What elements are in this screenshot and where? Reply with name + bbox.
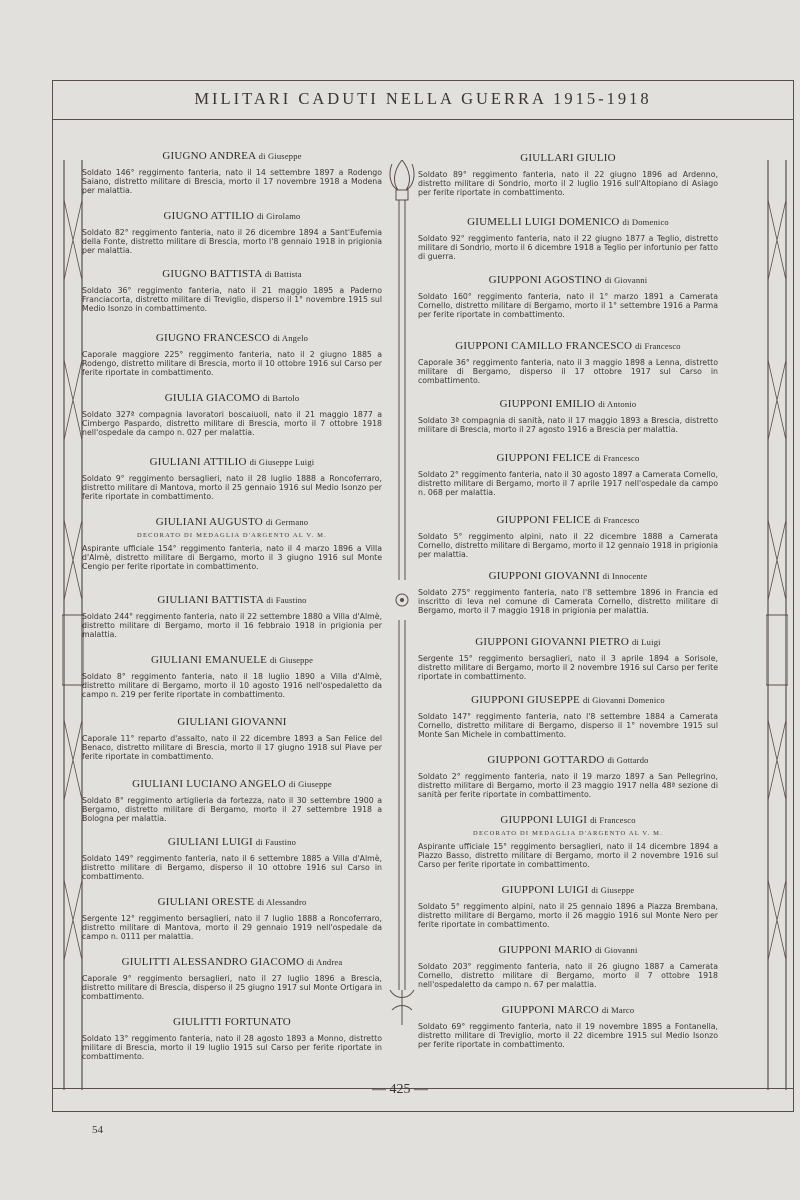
medal-note: DECORATO DI MEDAGLIA D'ARGENTO AL V. M. [473,830,663,837]
entry [82,268,382,313]
entry [82,836,382,881]
entry-text: Soldato 149° reggimento fanteria, nato il 6 settembre 1885 a Villa d'Almè, distretto militare di Bergamo, disperso il 10 ottobre 1916 sul Carso in combattimento. [82,854,382,881]
entry-name: GIUPPONI GOTTARDO di Gottardo [487,754,649,766]
entry-text: Caporale 9° reggimento bersaglieri, nato il 27 luglio 1896 a Brescia, distretto militare di Brescia, disperso il 25 giugno 1917 sul Monte Ortigara in combattimento. [82,974,382,1001]
entry-text: Aspirante ufficiale 154° reggimento fanteria, nato il 4 marzo 1896 a Villa d'Almè, distretto militare di Bergamo, morto il 3 giugno 1916 sul Monte Cengio per ferite riportate in combattimento. [82,544,382,571]
left-ornament-bar [62,160,84,1090]
entry [418,814,718,869]
entry-text: Soldato 69° reggimento fanteria, nato il 19 novembre 1895 a Fontanella, distretto militare di Treviglio, morto il 22 dicembre 1915 sul Medio Isonzo per ferite riportate in combattimento. [418,1022,718,1049]
entry-name: GIULIANI EMANUELE di Giuseppe [150,654,314,666]
entry-name: GIULIANI AUGUSTO di Germano [155,516,309,528]
entry-name: GIULIANI ATTILIO di Giuseppe Luigi [149,456,315,468]
entry-name: GIUPPONI CAMILLO FRANCESCO di Francesco [455,340,681,352]
entry [82,332,382,377]
entry-text: Soldato 8° reggimento artiglieria da fortezza, nato il 30 settembre 1900 a Bergamo, distretto militare di Bergamo, morto il 27 settembre 1918 a Bologna per malattia. [82,796,382,823]
entry [418,754,718,799]
entry-text: Soldato 3ª compagnia di sanità, nato il 17 maggio 1893 a Brescia, distretto militare di Brescia, morto il 27 agosto 1916 a Brescia per malattia. [418,416,718,434]
entry-text: Caporale 36° reggimento fanteria, nato il 3 maggio 1898 a Lenna, distretto militare di Bergamo, disperso il 17 ottobre 1917 sul Carso in combattimento. [418,358,718,385]
entry [82,456,382,501]
entry-text: Soldato 36° reggimento fanteria, nato il 21 maggio 1895 a Paderno Franciacorta, distretto militare di Treviglio, disperso il 1° novembre 1915 sul Medio Isonzo in combattimento. [82,286,382,313]
entry [418,636,718,681]
entry [418,570,718,615]
entry-name: GIULIANI LUCIANO ANGELO di Giuseppe [132,778,332,790]
entry-name: GIULITTI FORTUNATO [173,1016,291,1028]
entry [82,716,382,761]
sheet-number: 54 [92,1124,103,1136]
right-ornament-bar [766,160,788,1090]
entry [418,152,718,197]
title-bar [53,81,793,120]
entry-name: GIUGNO ANDREA di Giuseppe [162,150,302,162]
entry-name: GIUPPONI AGOSTINO di Giovanni [488,274,648,286]
entry [82,392,382,437]
entry-name: GIULIA GIACOMO di Bartolo [164,392,300,404]
entry-name: GIUPPONI FELICE di Francesco [496,452,640,464]
entry [418,274,718,319]
entry-text: Soldato 9° reggimento bersaglieri, nato il 28 luglio 1888 a Roncoferraro, distretto militare di Mantova, morto il 25 gennaio 1916 sul Medio Isonzo per ferite riportate in combattimento. [82,474,382,501]
entry-text: Soldato 160° reggimento fanteria, nato il 1° marzo 1891 a Camerata Cornello, distretto militare di Bergamo, morto il 1° settembre 1916 a Parma per ferite riportate in combattimento. [418,292,718,319]
entry-name: GIUPPONI EMILIO di Antonio [499,398,637,410]
entry [418,514,718,559]
entry [82,516,382,571]
page-title: MILITARI CADUTI NELLA GUERRA 1915-1918 [194,89,652,108]
page-number: — 425 — [372,1082,428,1097]
entry-text: Caporale 11° reparto d'assalto, nato il 22 dicembre 1893 a San Felice del Benaco, distretto militare di Brescia, morto il 17 giugno 1918 sul Piave per ferite riportate in combattimento. [82,734,382,761]
entry-name: GIUMELLI LUIGI DOMENICO di Domenico [467,216,669,228]
entry-text: Soldato 2° reggimento fanteria, nato il 19 marzo 1897 a San Pellegrino, distretto militare di Bergamo, morto il 23 maggio 1917 nella 48ª sezione di sanità per ferite riportate in combattimento. [418,772,718,799]
entry-name: GIUPPONI LUIGI di Francesco [500,814,636,826]
entry-text: Soldato 147° reggimento fanteria, nato l'8 settembre 1884 a Camerata Cornello, distretto militare di Bergamo, disperso il 1° novembre 1915 sul Monte San Michele in combattimento. [418,712,718,739]
entry-name: GIULITTI ALESSANDRO GIACOMO di Andrea [121,956,343,968]
entry-text: Soldato 89° reggimento fanteria, nato il 22 giugno 1896 ad Ardenno, distretto militare di Sondrio, morto il 2 luglio 1916 sull'Altopiano di Asiago per ferite riportate in combattimento. [418,170,718,197]
entry [82,210,382,255]
entry [418,398,718,434]
entry-name: GIUGNO ATTILIO di Girolamo [163,210,301,222]
entry [82,778,382,823]
entry-name: GIUPPONI FELICE di Francesco [496,514,640,526]
entry-text: Soldato 82° reggimento fanteria, nato il 26 dicembre 1894 a Sant'Eufemia della Fonte, distretto militare di Brescia, morto l'8 gennaio 1918 in prigionia per malattia. [82,228,382,255]
entry [82,594,382,639]
entry-text: Soldato 13° reggimento fanteria, nato il 28 agosto 1893 a Monno, distretto militare di Brescia, morto il 19 luglio 1915 sul Carso per ferite riportate in combattimento. [82,1034,382,1061]
entry [418,216,718,261]
entry-text: Soldato 5° reggimento alpini, nato il 22 dicembre 1888 a Camerata Cornello, distretto militare di Bergamo, morto il 12 gennaio 1918 in prigionia per malattia. [418,532,718,559]
entry-name: GIUPPONI MARIO di Giovanni [498,944,638,956]
entry-name: GIUPPONI GIOVANNI di Innocente [488,570,648,582]
entry [418,452,718,497]
torch-column-ornament [382,160,422,1030]
entry-text: Soldato 203° reggimento fanteria, nato il 26 giugno 1887 a Camerata Cornello, distretto militare di Bergamo, morto il 7 ottobre 1918 nell'ospedaletto da campo n. 67 per malattia. [418,962,718,989]
entry-text: Soldato 5° reggimento alpini, nato il 25 gennaio 1896 a Piazza Brembana, distretto militare di Bergamo, morto il 26 maggio 1916 sul Monte Nero per ferite riportate in combattimento. [418,902,718,929]
entry-name: GIUGNO FRANCESCO di Angelo [155,332,309,344]
entry-name: GIULLARI GIULIO [520,152,616,164]
entry-name: GIULIANI BATTISTA di Faustino [157,594,307,606]
entry-name: GIUPPONI GIOVANNI PIETRO di Luigi [475,636,661,648]
entry-text: Soldato 92° reggimento fanteria, nato il 22 giugno 1877 a Teglio, distretto militare di Sondrio, morto il 6 dicembre 1918 a Teglio per infortunio per fatto di guerra. [418,234,718,261]
entry-text: Soldato 327ª compagnia lavoratori boscaiuoli, nato il 21 maggio 1877 a Cimbergo Paspardo, distretto militare di Brescia, morto il 7 ottobre 1918 nell'ospedale da campo n. 027 per malattia. [82,410,382,437]
entry [82,956,382,1001]
entry-name: GIUPPONI MARCO di Marco [501,1004,635,1016]
entry [418,1004,718,1049]
entry [418,884,718,929]
entry-text: Soldato 2° reggimento fanteria, nato il 30 agosto 1897 a Camerata Cornello, distretto militare di Bergamo, morto il 7 aprile 1917 nell'ospedale da campo n. 068 per malattia. [418,470,718,497]
entry-text: Aspirante ufficiale 15° reggimento bersaglieri, nato il 14 dicembre 1894 a Piazzo Basso, distretto militare di Bergamo, morto il 2 novembre 1916 sul Carso per ferite riportate in combattimento. [418,842,718,869]
entry [418,340,718,385]
entry [418,694,718,739]
entry-text: Caporale maggiore 225° reggimento fanteria, nato il 2 giugno 1885 a Rodengo, distretto militare di Brescia, morto il 10 ottobre 1916 sul Carso per ferite riportate in combattimento. [82,350,382,377]
entry-text: Soldato 275° reggimento fanteria, nato l'8 settembre 1896 in Francia ed inscritto di leva nel comune di Camerata Cornello, distretto militare di Bergamo, morto il 7 maggio 1918 in prigionia per malattia. [418,588,718,615]
entry [418,944,718,989]
entry [82,150,382,195]
entry-name: GIUPPONI LUIGI di Giuseppe [501,884,635,896]
entry-name: GIULIANI LUIGI di Faustino [167,836,297,848]
entry-name: GIUGNO BATTISTA di Battista [162,268,302,280]
entry-text: Sergente 12° reggimento bersaglieri, nato il 7 luglio 1888 a Roncoferraro, distretto militare di Mantova, morto il 29 gennaio 1919 nell'ospedale da campo n. 0111 per malattia. [82,914,382,941]
medal-note: DECORATO DI MEDAGLIA D'ARGENTO AL V. M. [137,532,327,539]
entry-name: GIULIANI ORESTE di Alessandro [157,896,307,908]
entry-text: Soldato 146° reggimento fanteria, nato il 14 settembre 1897 a Rodengo Saiano, distretto militare di Brescia, morto il 17 novembre 1918 a Modena per malattia. [82,168,382,195]
entry-text: Soldato 8° reggimento fanteria, nato il 18 luglio 1890 a Villa d'Almè, distretto militare di Bergamo, morto il 10 agosto 1916 nell'ospedaletto da campo n. 219 per ferite riportate in combattimento. [82,672,382,699]
entry-text: Soldato 244° reggimento fanteria, nato il 22 settembre 1880 a Villa d'Almè, distretto militare di Bergamo, morto il 16 febbraio 1918 in prigionia per malattia. [82,612,382,639]
entry-name: GIUPPONI GIUSEPPE di Giovanni Domenico [471,694,665,706]
entry [82,654,382,699]
entry [82,896,382,941]
entry-text: Sergente 15° reggimento bersaglieri, nato il 3 aprile 1894 a Sorisole, distretto militare di Bergamo, morto il 2 novembre 1916 sul Carso per ferite riportate in combattimento. [418,654,718,681]
entry [82,1016,382,1061]
entry-name: GIULIANI GIOVANNI [177,716,287,728]
